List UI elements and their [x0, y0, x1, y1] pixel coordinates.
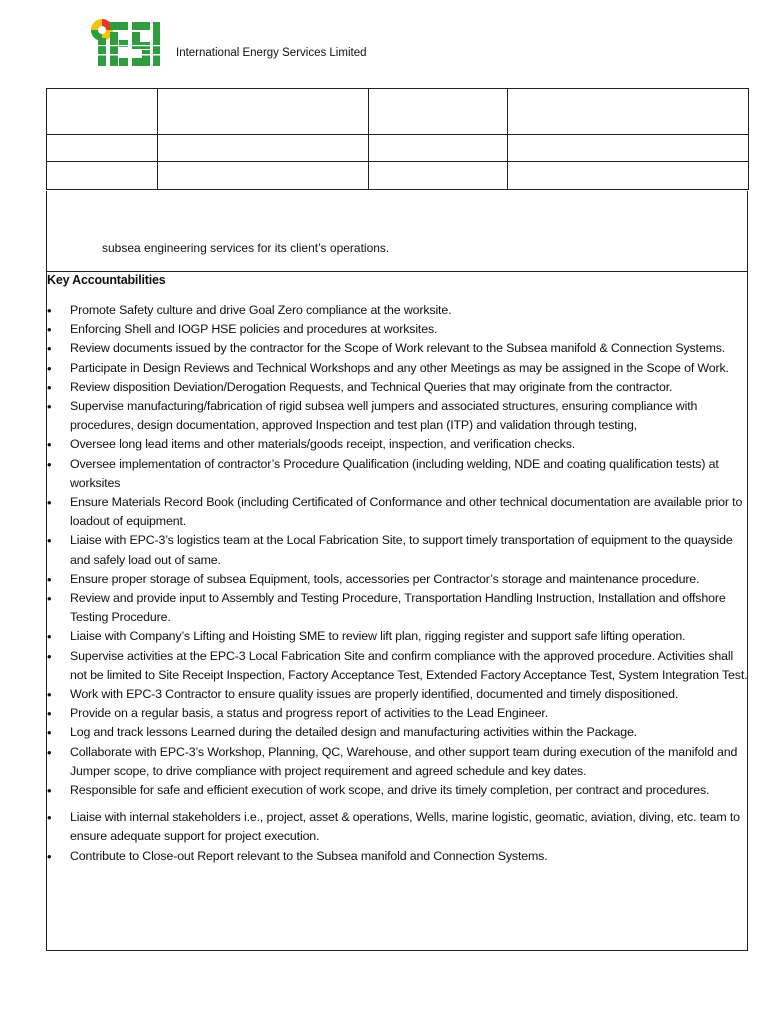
list-item: • Liaise with Company’s Lifting and Hoisting SME to review lift plan, rigging register and support safe lifting operation.: [47, 627, 749, 646]
table-cell: [508, 89, 749, 135]
table-row: [47, 89, 749, 135]
list-item: • Enforcing Shell and IOGP HSE policies and procedures at worksites.: [47, 320, 749, 339]
table-cell: [47, 135, 158, 162]
ies-logo-icon: [88, 14, 160, 70]
list-item: • Collaborate with EPC-3’s Workshop, Planning, QC, Warehouse, and other support team during execution of the manifold and Jumper scope, to drive compliance with project requirement and agreed schedule and key dates.: [47, 743, 749, 781]
job-info-table: [46, 88, 749, 190]
list-item: • Supervise activities at the EPC-3 Local Fabrication Site and confirm compliance with the approved procedure. Activities shall not be limited to Site Receipt Inspection, Factory Acceptance Test, Extended Factory Acceptance Test, System Integration Test.: [47, 647, 749, 685]
table-cell: [158, 162, 369, 190]
job-summary-text: subsea engineering services for its client’s operations.: [102, 241, 390, 255]
list-item: • Provide on a regular basis, a status and progress report of activities to the Lead Engineer.: [47, 704, 749, 723]
table-cell: [369, 162, 508, 190]
table-cell: [369, 135, 508, 162]
list-item: • Ensure proper storage of subsea Equipment, tools, accessories per Contractor’s storage and maintenance procedure.: [47, 570, 749, 589]
list-item: • Liaise with EPC-3’s logistics team at the Local Fabrication Site, to support timely transportation of equipment to the quayside and safely load out of same.: [47, 531, 749, 569]
table-cell: [158, 135, 369, 162]
table-row: [47, 162, 749, 190]
key-accountabilities-section: [46, 272, 748, 951]
list-item: • Promote Safety culture and drive Goal Zero compliance at the worksite.: [47, 301, 749, 320]
list-item: • Log and track lessons Learned during the detailed design and manufacturing activities within the Package.: [47, 723, 749, 742]
document-header: [88, 14, 488, 70]
table-row: [47, 135, 749, 162]
company-name: International Energy Services Limited: [176, 47, 367, 59]
list-item: • Work with EPC-3 Contractor to ensure quality issues are properly identified, documented and timely dispositioned.: [47, 685, 749, 704]
table-cell: [158, 89, 369, 135]
list-item: • Contribute to Close-out Report relevant to the Subsea manifold and Connection Systems.: [47, 847, 749, 866]
table-cell: [47, 162, 158, 190]
table-cell: [369, 89, 508, 135]
job-summary-section: [46, 191, 748, 272]
list-item: • Review documents issued by the contractor for the Scope of Work relevant to the Subsea manifold & Connection Systems.: [47, 339, 749, 358]
list-item: • Responsible for safe and efficient execution of work scope, and drive its timely completion, per contract and procedures.: [47, 781, 749, 800]
table-cell: [508, 135, 749, 162]
list-item: • Liaise with internal stakeholders i.e., project, asset & operations, Wells, marine logistic, geomatic, aviation, diving, etc. team to ensure adequate support for project execution.: [47, 808, 749, 846]
list-item: • Review disposition Deviation/Derogation Requests, and Technical Queries that may originate from the contractor.: [47, 378, 749, 397]
table-cell: [47, 89, 158, 135]
key-accountabilities-title: Key Accountabilities: [47, 273, 166, 287]
list-item: • Oversee implementation of contractor’s Procedure Qualification (including welding, NDE and coating qualification tests) at worksites: [47, 455, 749, 493]
list-item: • Supervise manufacturing/fabrication of rigid subsea well jumpers and associated structures, ensuring compliance with procedures, design documentation, approved Inspection and test plan (ITP) and validation through testing,: [47, 397, 749, 435]
list-item: • Ensure Materials Record Book (including Certificated of Conformance and other technical documentation are available prior to loadout of equipment.: [47, 493, 749, 531]
list-item: • Oversee long lead items and other materials/goods receipt, inspection, and verification checks.: [47, 435, 749, 454]
list-item: • Review and provide input to Assembly and Testing Procedure, Transportation Handling Instruction, Installation and offshore Testing Procedure.: [47, 589, 749, 627]
table-cell: [508, 162, 749, 190]
list-item: • Participate in Design Reviews and Technical Workshops and any other Meetings as may be assigned in the Scope of Work.: [47, 359, 749, 378]
key-accountabilities-list: [47, 301, 749, 866]
